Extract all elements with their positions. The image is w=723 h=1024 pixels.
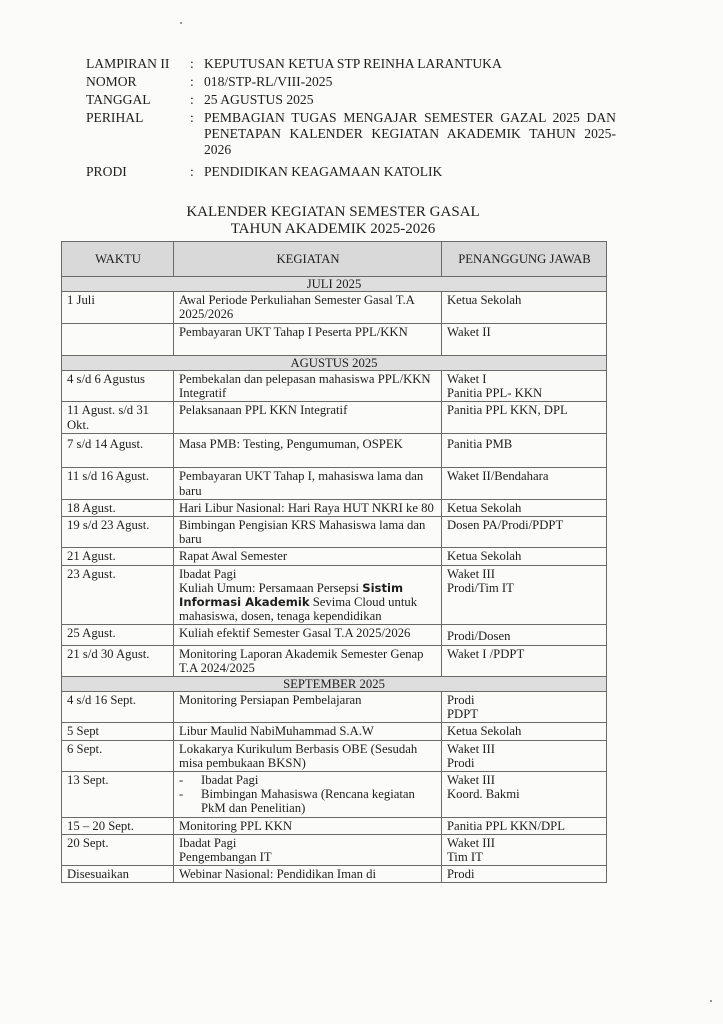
kegiatan-text: Sevima Cloud untuk mahasiswa, dosen, tenaga kependidikan xyxy=(179,595,418,624)
table-row xyxy=(62,434,607,468)
waktu-cell: 19 s/d 23 Agust. xyxy=(62,517,174,548)
kegiatan-line: Ibadat Pagi xyxy=(179,835,237,850)
pj-line: Panitia PPL- KKN xyxy=(447,386,543,401)
waktu-cell: 5 Sept xyxy=(62,723,174,740)
pj-line: Waket III xyxy=(447,835,495,850)
table-row xyxy=(62,772,607,818)
kegiatan-line xyxy=(179,581,437,624)
colon: : xyxy=(190,110,194,125)
table-row xyxy=(62,499,607,516)
header-waktu: WAKTU xyxy=(62,242,174,277)
perihal-label: PERIHAL xyxy=(86,110,144,125)
waktu-cell: 4 s/d 16 Sept. xyxy=(62,692,174,723)
pj-line: Waket III xyxy=(447,566,495,581)
colon: : xyxy=(190,164,194,179)
pj-cell: Ketua Sekolah xyxy=(442,548,607,565)
kegiatan-line: Pengembangan IT xyxy=(179,850,272,865)
waktu-cell: 20 Sept. xyxy=(62,834,174,865)
kegiatan-cell: Awal Periode Perkuliahan Semester Gasal T.A 2025/2026 xyxy=(174,292,442,324)
pj-line: PDPT xyxy=(447,707,479,722)
waktu-cell xyxy=(62,324,174,356)
table-row xyxy=(62,402,607,434)
waktu-cell: 15 – 20 Sept. xyxy=(62,817,174,834)
table-row xyxy=(62,292,607,324)
kegiatan-cell: Hari Libur Nasional: Hari Raya HUT NKRI ke 80 xyxy=(174,499,442,516)
kegiatan-cell: Lokakarya Kurikulum Berbasis OBE (Sesudah misa pembukaan BKSN) xyxy=(174,740,442,771)
header-row-lampiran xyxy=(86,56,616,72)
waktu-cell: 23 Agust. xyxy=(62,565,174,625)
kegiatan-text: Kuliah Umum: Persamaan Persepsi xyxy=(179,580,363,595)
pj-cell: Panitia PMB xyxy=(442,434,607,468)
kegiatan-line: Ibadat Pagi xyxy=(179,566,237,581)
waktu-cell: 7 s/d 14 Agust. xyxy=(62,434,174,468)
kegiatan-cell: Pelaksanaan PPL KKN Integratif xyxy=(174,402,442,434)
pj-cell xyxy=(442,740,607,771)
kegiatan-list-item xyxy=(179,773,437,787)
pj-cell: Waket I /PDPT xyxy=(442,645,607,676)
waktu-cell: 21 Agust. xyxy=(62,548,174,565)
table-row xyxy=(62,817,607,834)
table-row xyxy=(62,625,607,645)
month-row-juli xyxy=(62,277,607,292)
dash-bullet: - xyxy=(179,787,184,802)
tanggal-label: TANGGAL xyxy=(86,92,151,107)
kegiatan-cell xyxy=(174,834,442,865)
waktu-cell: 4 s/d 6 Agustus xyxy=(62,371,174,402)
table-row xyxy=(62,740,607,771)
kegiatan-cell xyxy=(174,772,442,818)
table-row xyxy=(62,866,607,883)
kegiatan-cell: Masa PMB: Testing, Pengumuman, OSPEK xyxy=(174,434,442,468)
kegiatan-cell: Libur Maulid NabiMuhammad S.A.W xyxy=(174,723,442,740)
pj-line: Waket III xyxy=(447,773,495,788)
table-header-row xyxy=(62,242,607,277)
letter-header xyxy=(86,56,616,182)
month-row-september xyxy=(62,677,607,692)
pj-cell: Panitia PPL KKN, DPL xyxy=(442,402,607,434)
pj-cell: Prodi xyxy=(442,866,607,883)
tanggal-value: 25 AGUSTUS 2025 xyxy=(204,92,314,107)
nomor-value: 018/STP-RL/VIII-2025 xyxy=(204,74,333,89)
pj-cell: Panitia PPL KKN/DPL xyxy=(442,817,607,834)
table-row xyxy=(62,723,607,740)
pj-cell: Waket II/Bendahara xyxy=(442,468,607,499)
pj-line: Waket III xyxy=(447,741,495,756)
table-row xyxy=(62,548,607,565)
month-row-agustus xyxy=(62,356,607,371)
table-row xyxy=(62,692,607,723)
kegiatan-text: Ibadat Pagi xyxy=(201,773,259,788)
pj-line: Prodi/Tim IT xyxy=(447,580,514,595)
kegiatan-text: Bimbingan Mahasiswa (Rencana kegiatan PkM dan Penelitian) xyxy=(201,787,415,816)
table-row xyxy=(62,324,607,356)
kegiatan-cell: Pembayaran UKT Tahap I Peserta PPL/KKN xyxy=(174,324,442,356)
pj-cell: Ketua Sekolah xyxy=(442,292,607,324)
kegiatan-cell: Kuliah efektif Semester Gasal T.A 2025/2026 xyxy=(174,625,442,645)
kegiatan-cell: Bimbingan Pengisian KRS Mahasiswa lama dan baru xyxy=(174,517,442,548)
pj-line: Prodi xyxy=(447,755,475,770)
table-row xyxy=(62,371,607,402)
calendar-title xyxy=(61,204,605,238)
title-line-1: KALENDER KEGIATAN SEMESTER GASAL xyxy=(186,204,480,220)
dash-bullet: - xyxy=(179,773,184,788)
pj-cell: Ketua Sekolah xyxy=(442,499,607,516)
pj-cell xyxy=(442,692,607,723)
month-label: AGUSTUS 2025 xyxy=(62,356,607,371)
colon: : xyxy=(190,56,194,71)
kegiatan-cell: Pembayaran UKT Tahap I, mahasiswa lama dan baru xyxy=(174,468,442,499)
pj-cell xyxy=(442,371,607,402)
pj-cell: Prodi/Dosen xyxy=(442,625,607,645)
kegiatan-bold-text: Sistim Informasi Akademik xyxy=(179,580,404,610)
waktu-cell: 13 Sept. xyxy=(62,772,174,818)
calendar-table xyxy=(61,241,607,883)
lampiran-value: KEPUTUSAN KETUA STP REINHA LARANTUKA xyxy=(204,56,502,71)
month-label: JULI 2025 xyxy=(62,277,607,292)
header-row-nomor xyxy=(86,74,616,90)
perihal-value: PEMBAGIAN TUGAS MENGAJAR SEMESTER GAZAL 2025 DAN PENETAPAN KALENDER KEGIATAN AKADEMIK TAHUN 2025-2026 xyxy=(204,110,616,157)
header-kegiatan: KEGIATAN xyxy=(174,242,442,277)
scan-speck xyxy=(180,22,182,24)
waktu-cell: 11 Agust. s/d 31 Okt. xyxy=(62,402,174,434)
kegiatan-cell: Webinar Nasional: Pendidikan Iman di xyxy=(174,866,442,883)
kegiatan-cell: Pembekalan dan pelepasan mahasiswa PPL/KKN Integratif xyxy=(174,371,442,402)
colon: : xyxy=(190,74,194,89)
prodi-value: PENDIDIKAN KEAGAMAAN KATOLIK xyxy=(204,164,443,179)
kegiatan-list-item xyxy=(179,787,437,815)
header-row-prodi xyxy=(86,164,616,180)
month-label: SEPTEMBER 2025 xyxy=(62,677,607,692)
pj-cell xyxy=(442,565,607,625)
pj-cell xyxy=(442,834,607,865)
nomor-label: NOMOR xyxy=(86,74,137,89)
title-line-2: TAHUN AKADEMIK 2025-2026 xyxy=(230,221,436,237)
kegiatan-cell xyxy=(174,565,442,625)
scan-speck xyxy=(710,1000,712,1002)
header-penanggung-jawab: PENANGGUNG JAWAB xyxy=(442,242,607,277)
waktu-cell: 1 Juli xyxy=(62,292,174,324)
waktu-cell: 25 Agust. xyxy=(62,625,174,645)
waktu-cell: 11 s/d 16 Agust. xyxy=(62,468,174,499)
header-row-perihal xyxy=(86,110,616,158)
pj-line: Koord. Bakmi xyxy=(447,787,520,802)
kegiatan-cell: Monitoring Laporan Akademik Semester Genap T.A 2024/2025 xyxy=(174,645,442,676)
waktu-cell: 21 s/d 30 Agust. xyxy=(62,645,174,676)
colon: : xyxy=(190,92,194,107)
waktu-cell: 6 Sept. xyxy=(62,740,174,771)
pj-line: Waket I xyxy=(447,372,487,386)
waktu-cell: Disesuaikan xyxy=(62,866,174,883)
prodi-label: PRODI xyxy=(86,164,127,179)
kegiatan-cell: Monitoring PPL KKN xyxy=(174,817,442,834)
pj-line: Prodi xyxy=(447,693,475,708)
header-row-tanggal xyxy=(86,92,616,108)
kegiatan-cell: Monitoring Persiapan Pembelajaran xyxy=(174,692,442,723)
table-row xyxy=(62,645,607,676)
pj-cell: Waket II xyxy=(442,324,607,356)
table-row xyxy=(62,468,607,499)
pj-cell: Ketua Sekolah xyxy=(442,723,607,740)
pj-cell xyxy=(442,772,607,818)
table-row xyxy=(62,834,607,865)
lampiran-label: LAMPIRAN II xyxy=(86,56,170,71)
pj-line: Tim IT xyxy=(447,850,483,865)
kegiatan-cell: Rapat Awal Semester xyxy=(174,548,442,565)
table-row xyxy=(62,565,607,625)
pj-cell: Dosen PA/Prodi/PDPT xyxy=(442,517,607,548)
waktu-cell: 18 Agust. xyxy=(62,499,174,516)
table-row xyxy=(62,517,607,548)
